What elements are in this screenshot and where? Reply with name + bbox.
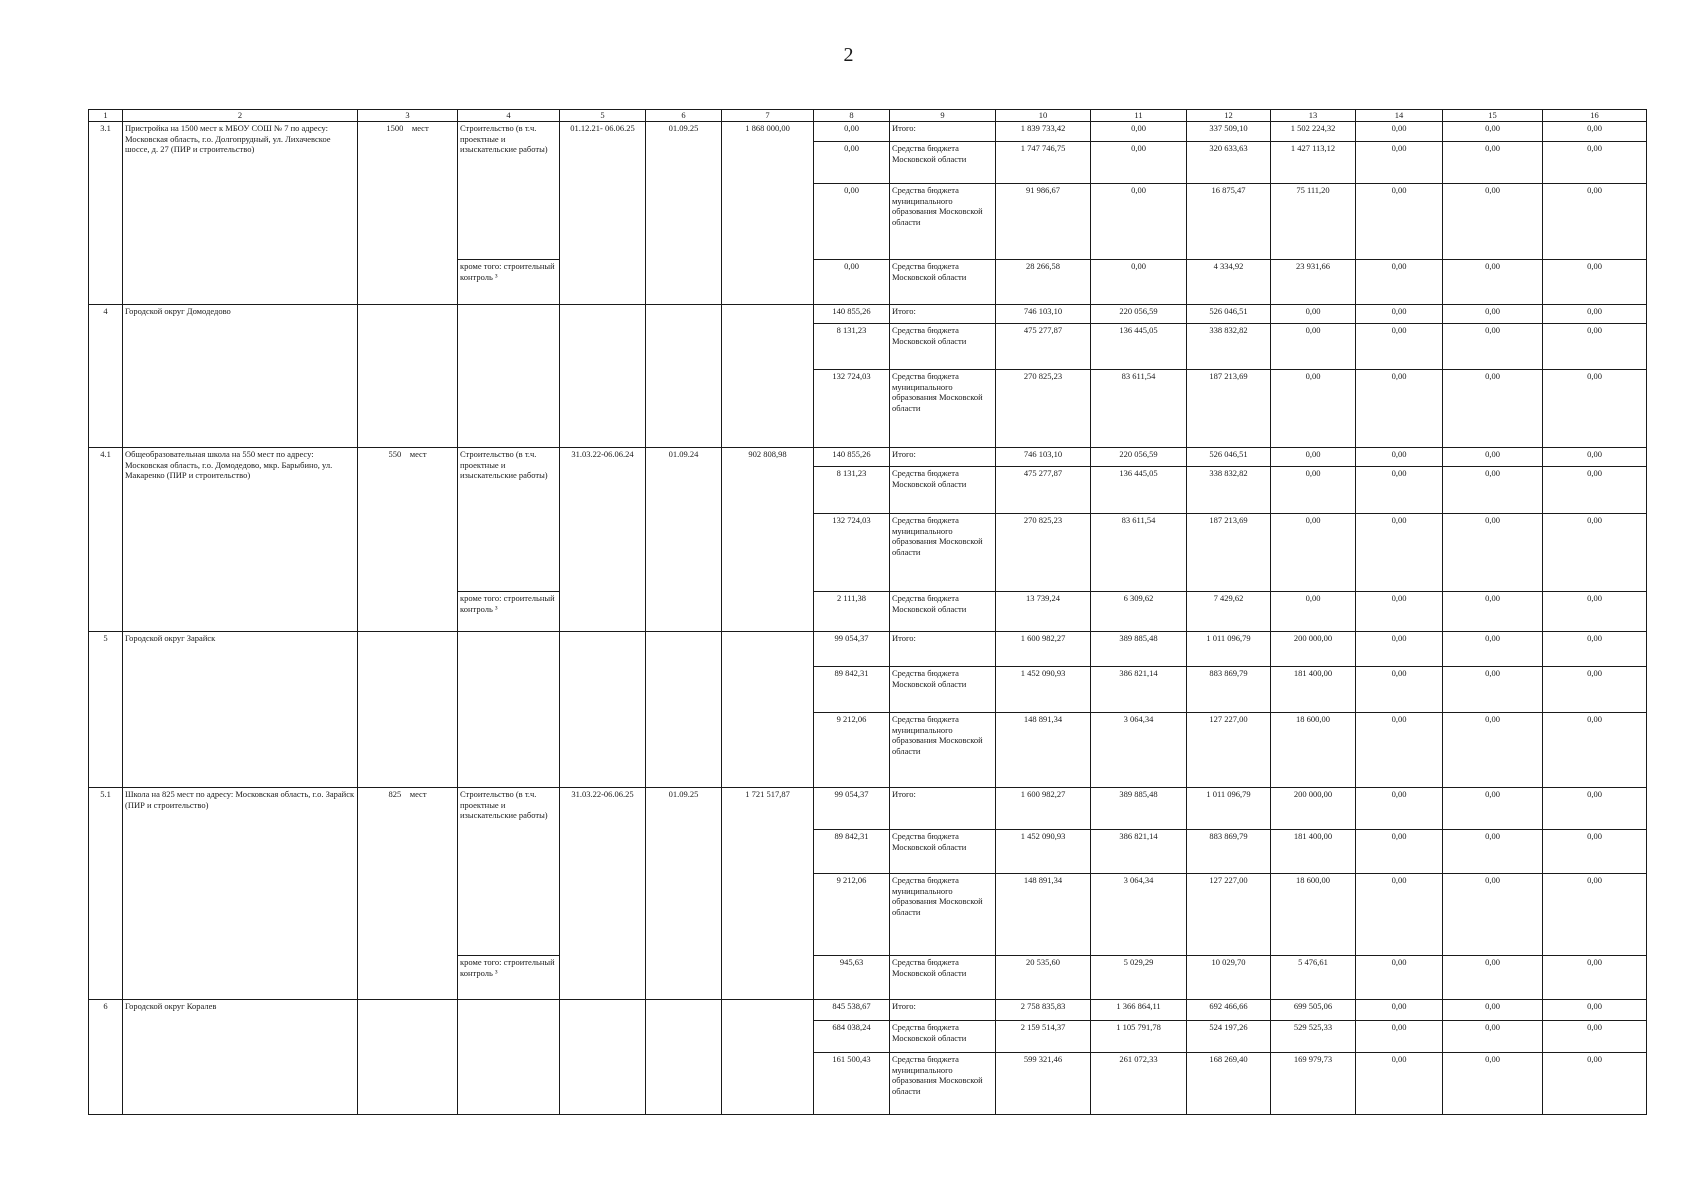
object-name: Школа на 825 мест по адресу: Московская область, г.о. Зарайск (ПИР и строительство) xyxy=(123,788,358,1000)
cell: 200 000,00 xyxy=(1271,632,1356,667)
cell: 0,00 xyxy=(1443,788,1543,830)
cell: 0,00 xyxy=(1091,142,1187,184)
cell: 9 212,06 xyxy=(814,713,890,788)
cell: 0,00 xyxy=(1091,260,1187,305)
cell: 89 842,31 xyxy=(814,667,890,713)
source-label: Итого: xyxy=(890,788,996,830)
cell: 0,00 xyxy=(1443,632,1543,667)
cell: 320 633,63 xyxy=(1187,142,1271,184)
cell: 161 500,43 xyxy=(814,1053,890,1115)
cell: 0,00 xyxy=(814,122,890,142)
source-label: Средства бюджета муниципального образования Московской области xyxy=(890,184,996,260)
cell: 0,00 xyxy=(1443,142,1543,184)
cell: 83 611,54 xyxy=(1091,514,1187,592)
cell: 0,00 xyxy=(1356,184,1443,260)
source-label: Средства бюджета Московской области xyxy=(890,260,996,305)
cell: 0,00 xyxy=(1443,467,1543,514)
table-row xyxy=(89,305,1647,324)
cell: 3 064,34 xyxy=(1091,713,1187,788)
source-label: Итого: xyxy=(890,1000,996,1021)
cell: 181 400,00 xyxy=(1271,667,1356,713)
finish-date xyxy=(646,1000,722,1115)
cell: 5 029,29 xyxy=(1091,956,1187,1000)
work-type xyxy=(458,632,560,788)
cost xyxy=(722,632,814,788)
cell: 127 227,00 xyxy=(1187,713,1271,788)
col-header: 13 xyxy=(1271,110,1356,122)
cell: 1 011 096,79 xyxy=(1187,788,1271,830)
cell: 0,00 xyxy=(1543,1053,1647,1115)
cell: 1 427 113,12 xyxy=(1271,142,1356,184)
cell: 0,00 xyxy=(814,184,890,260)
cost: 1 868 000,00 xyxy=(722,122,814,305)
cell: 0,00 xyxy=(1356,514,1443,592)
cell: 6 309,62 xyxy=(1091,592,1187,632)
period: 01.12.21- 06.06.25 xyxy=(560,122,646,305)
capacity: 825 мест xyxy=(358,788,458,1000)
cell: 0,00 xyxy=(1443,1021,1543,1053)
col-header: 15 xyxy=(1443,110,1543,122)
source-label: Средства бюджета Московской области xyxy=(890,467,996,514)
cell: 1 011 096,79 xyxy=(1187,632,1271,667)
cell: 0,00 xyxy=(1543,467,1647,514)
cell: 0,00 xyxy=(1443,1053,1543,1115)
cell: 0,00 xyxy=(1543,667,1647,713)
cell: 0,00 xyxy=(1356,467,1443,514)
cell: 945,63 xyxy=(814,956,890,1000)
cell: 0,00 xyxy=(1271,448,1356,467)
finish-date: 01.09.25 xyxy=(646,788,722,1000)
row-number: 6 xyxy=(89,1000,123,1115)
object-name: Городской округ Коралев xyxy=(123,1000,358,1115)
cell: 0,00 xyxy=(1543,713,1647,788)
source-label: Средства бюджета Московской области xyxy=(890,324,996,370)
period xyxy=(560,632,646,788)
cell: 1 839 733,42 xyxy=(996,122,1091,142)
source-label: Средства бюджета муниципального образования Московской области xyxy=(890,514,996,592)
cell: 136 445,05 xyxy=(1091,467,1187,514)
cell: 1 747 746,75 xyxy=(996,142,1091,184)
cell: 0,00 xyxy=(1543,142,1647,184)
control-label: кроме того: строительный контроль ³ xyxy=(458,260,560,305)
cell: 0,00 xyxy=(1356,1000,1443,1021)
cell: 0,00 xyxy=(1443,370,1543,448)
col-header: 4 xyxy=(458,110,560,122)
cell: 746 103,10 xyxy=(996,305,1091,324)
cell: 140 855,26 xyxy=(814,305,890,324)
cell: 0,00 xyxy=(1356,667,1443,713)
cell: 148 891,34 xyxy=(996,713,1091,788)
cell: 0,00 xyxy=(1356,448,1443,467)
source-label: Средства бюджета Московской области xyxy=(890,830,996,874)
cell: 89 842,31 xyxy=(814,830,890,874)
col-header: 12 xyxy=(1187,110,1271,122)
cell: 475 277,87 xyxy=(996,467,1091,514)
cell: 148 891,34 xyxy=(996,874,1091,956)
cell: 1 600 982,27 xyxy=(996,788,1091,830)
period: 31.03.22-06.06.24 xyxy=(560,448,646,632)
source-label: Итого: xyxy=(890,305,996,324)
col-header: 16 xyxy=(1543,110,1647,122)
cost: 902 808,98 xyxy=(722,448,814,632)
work-type: Строительство (в т.ч. проектные и изыскательские работы) xyxy=(458,448,560,592)
cell: 0,00 xyxy=(1443,830,1543,874)
source-label: Средства бюджета Московской области xyxy=(890,1021,996,1053)
cell: 699 505,06 xyxy=(1271,1000,1356,1021)
col-header: 8 xyxy=(814,110,890,122)
cell: 5 476,61 xyxy=(1271,956,1356,1000)
cell: 83 611,54 xyxy=(1091,370,1187,448)
control-label: кроме того: строительный контроль ³ xyxy=(458,956,560,1000)
cell: 20 535,60 xyxy=(996,956,1091,1000)
capacity xyxy=(358,305,458,448)
cell: 0,00 xyxy=(1356,874,1443,956)
table-row xyxy=(89,122,1647,142)
cell: 0,00 xyxy=(1356,370,1443,448)
cell: 0,00 xyxy=(1543,830,1647,874)
cell: 2 758 835,83 xyxy=(996,1000,1091,1021)
object-name: Городской округ Домодедово xyxy=(123,305,358,448)
cell: 0,00 xyxy=(1543,632,1647,667)
cell: 4 334,92 xyxy=(1187,260,1271,305)
capacity: 1500 мест xyxy=(358,122,458,305)
cell: 0,00 xyxy=(814,260,890,305)
cell: 8 131,23 xyxy=(814,324,890,370)
cell: 127 227,00 xyxy=(1187,874,1271,956)
cell: 18 600,00 xyxy=(1271,713,1356,788)
cell: 0,00 xyxy=(1443,448,1543,467)
cell: 0,00 xyxy=(1443,514,1543,592)
finish-date xyxy=(646,632,722,788)
cell: 386 821,14 xyxy=(1091,830,1187,874)
cell: 28 266,58 xyxy=(996,260,1091,305)
cell: 0,00 xyxy=(1356,830,1443,874)
cell: 0,00 xyxy=(1543,514,1647,592)
cell: 0,00 xyxy=(1271,514,1356,592)
cell: 0,00 xyxy=(1443,305,1543,324)
cell: 0,00 xyxy=(1443,874,1543,956)
cell: 0,00 xyxy=(1356,592,1443,632)
cell: 0,00 xyxy=(1356,324,1443,370)
cell: 0,00 xyxy=(1356,956,1443,1000)
cost: 1 721 517,87 xyxy=(722,788,814,1000)
cell: 0,00 xyxy=(1356,1021,1443,1053)
cell: 0,00 xyxy=(1543,324,1647,370)
cell: 0,00 xyxy=(1543,956,1647,1000)
col-header: 6 xyxy=(646,110,722,122)
cell: 0,00 xyxy=(1543,448,1647,467)
cell: 140 855,26 xyxy=(814,448,890,467)
table-row xyxy=(89,788,1647,830)
cell: 99 054,37 xyxy=(814,788,890,830)
cell: 0,00 xyxy=(1271,467,1356,514)
col-header: 3 xyxy=(358,110,458,122)
source-label: Средства бюджета муниципального образования Московской области xyxy=(890,370,996,448)
work-type: Строительство (в т.ч. проектные и изыскательские работы) xyxy=(458,122,560,260)
cell: 0,00 xyxy=(1543,592,1647,632)
col-header: 9 xyxy=(890,110,996,122)
capacity: 550 мест xyxy=(358,448,458,632)
cell: 0,00 xyxy=(1543,1000,1647,1021)
cell: 168 269,40 xyxy=(1187,1053,1271,1115)
table-row xyxy=(89,632,1647,667)
cell: 0,00 xyxy=(1356,788,1443,830)
col-header: 7 xyxy=(722,110,814,122)
col-header: 5 xyxy=(560,110,646,122)
finish-date xyxy=(646,305,722,448)
cell: 338 832,82 xyxy=(1187,324,1271,370)
cell: 524 197,26 xyxy=(1187,1021,1271,1053)
cell: 1 105 791,78 xyxy=(1091,1021,1187,1053)
row-number: 5 xyxy=(89,632,123,788)
cell: 0,00 xyxy=(1443,260,1543,305)
work-type xyxy=(458,305,560,448)
cell: 883 869,79 xyxy=(1187,667,1271,713)
cell: 200 000,00 xyxy=(1271,788,1356,830)
cost xyxy=(722,305,814,448)
cell: 91 986,67 xyxy=(996,184,1091,260)
cell: 684 038,24 xyxy=(814,1021,890,1053)
cell: 1 600 982,27 xyxy=(996,632,1091,667)
cell: 270 825,23 xyxy=(996,370,1091,448)
cell: 132 724,03 xyxy=(814,370,890,448)
cell: 386 821,14 xyxy=(1091,667,1187,713)
cell: 0,00 xyxy=(1443,324,1543,370)
cell: 337 509,10 xyxy=(1187,122,1271,142)
cell: 10 029,70 xyxy=(1187,956,1271,1000)
cell: 187 213,69 xyxy=(1187,514,1271,592)
cell: 746 103,10 xyxy=(996,448,1091,467)
object-name: Общеобразовательная школа на 550 мест по адресу: Московская область, г.о. Домодедово, мкр. Барыбино, ул. Макаренко (ПИР и строительство) xyxy=(123,448,358,632)
work-type xyxy=(458,1000,560,1115)
cell: 270 825,23 xyxy=(996,514,1091,592)
cell: 389 885,48 xyxy=(1091,788,1187,830)
row-number: 5.1 xyxy=(89,788,123,1000)
cell: 220 056,59 xyxy=(1091,305,1187,324)
cell: 2 159 514,37 xyxy=(996,1021,1091,1053)
cell: 1 452 090,93 xyxy=(996,830,1091,874)
cell: 0,00 xyxy=(1356,305,1443,324)
cell: 132 724,03 xyxy=(814,514,890,592)
period: 31.03.22-06.06.25 xyxy=(560,788,646,1000)
capacity xyxy=(358,1000,458,1115)
cell: 0,00 xyxy=(1356,713,1443,788)
cell: 0,00 xyxy=(1091,184,1187,260)
col-header: 10 xyxy=(996,110,1091,122)
object-name: Городской округ Зарайск xyxy=(123,632,358,788)
cell: 0,00 xyxy=(1543,305,1647,324)
cell: 475 277,87 xyxy=(996,324,1091,370)
source-label: Итого: xyxy=(890,448,996,467)
source-label: Средства бюджета Московской области xyxy=(890,667,996,713)
cell: 0,00 xyxy=(1443,592,1543,632)
cell: 1 366 864,11 xyxy=(1091,1000,1187,1021)
cell: 181 400,00 xyxy=(1271,830,1356,874)
cell: 0,00 xyxy=(1271,370,1356,448)
cell: 3 064,34 xyxy=(1091,874,1187,956)
cell: 0,00 xyxy=(1443,1000,1543,1021)
row-number: 3.1 xyxy=(89,122,123,305)
source-label: Средства бюджета Московской области xyxy=(890,956,996,1000)
cell: 0,00 xyxy=(1443,122,1543,142)
cell: 338 832,82 xyxy=(1187,467,1271,514)
cell: 1 502 224,32 xyxy=(1271,122,1356,142)
cell: 18 600,00 xyxy=(1271,874,1356,956)
work-type: Строительство (в т.ч. проектные и изыскательские работы) xyxy=(458,788,560,956)
cell: 0,00 xyxy=(1356,632,1443,667)
cell: 845 538,67 xyxy=(814,1000,890,1021)
table-row xyxy=(89,1000,1647,1021)
cell: 169 979,73 xyxy=(1271,1053,1356,1115)
cell: 16 875,47 xyxy=(1187,184,1271,260)
col-header: 2 xyxy=(123,110,358,122)
cell: 75 111,20 xyxy=(1271,184,1356,260)
cell: 0,00 xyxy=(1443,184,1543,260)
source-label: Средства бюджета муниципального образования Московской области xyxy=(890,874,996,956)
cell: 0,00 xyxy=(1271,592,1356,632)
cell: 0,00 xyxy=(1271,305,1356,324)
cell: 692 466,66 xyxy=(1187,1000,1271,1021)
header-row xyxy=(89,110,1647,122)
cell: 0,00 xyxy=(1543,874,1647,956)
cell: 220 056,59 xyxy=(1091,448,1187,467)
cell: 0,00 xyxy=(1543,370,1647,448)
cell: 0,00 xyxy=(1443,713,1543,788)
cell: 0,00 xyxy=(1543,122,1647,142)
cell: 136 445,05 xyxy=(1091,324,1187,370)
cell: 0,00 xyxy=(1443,667,1543,713)
cell: 0,00 xyxy=(1543,260,1647,305)
cell: 526 046,51 xyxy=(1187,448,1271,467)
cell: 0,00 xyxy=(1543,184,1647,260)
finish-date: 01.09.24 xyxy=(646,448,722,632)
cell: 7 429,62 xyxy=(1187,592,1271,632)
cell: 883 869,79 xyxy=(1187,830,1271,874)
cell: 1 452 090,93 xyxy=(996,667,1091,713)
period xyxy=(560,1000,646,1115)
cell: 0,00 xyxy=(1543,788,1647,830)
page-number: 2 xyxy=(843,44,854,66)
cell: 261 072,33 xyxy=(1091,1053,1187,1115)
source-label: Средства бюджета Московской области xyxy=(890,142,996,184)
source-label: Средства бюджета Московской области xyxy=(890,592,996,632)
cell: 599 321,46 xyxy=(996,1053,1091,1115)
cell: 99 054,37 xyxy=(814,632,890,667)
col-header: 11 xyxy=(1091,110,1187,122)
cell: 0,00 xyxy=(1356,122,1443,142)
row-number: 4.1 xyxy=(89,448,123,632)
period xyxy=(560,305,646,448)
cell: 0,00 xyxy=(1356,260,1443,305)
cell: 23 931,66 xyxy=(1271,260,1356,305)
source-label: Средства бюджета муниципального образования Московской области xyxy=(890,1053,996,1115)
table-row xyxy=(89,448,1647,467)
cell: 187 213,69 xyxy=(1187,370,1271,448)
cell: 0,00 xyxy=(1091,122,1187,142)
cell: 9 212,06 xyxy=(814,874,890,956)
cost xyxy=(722,1000,814,1115)
cell: 0,00 xyxy=(814,142,890,184)
cell: 0,00 xyxy=(1271,324,1356,370)
source-label: Итого: xyxy=(890,122,996,142)
col-header: 14 xyxy=(1356,110,1443,122)
cell: 8 131,23 xyxy=(814,467,890,514)
cell: 526 046,51 xyxy=(1187,305,1271,324)
finish-date: 01.09.25 xyxy=(646,122,722,305)
cell: 13 739,24 xyxy=(996,592,1091,632)
row-number: 4 xyxy=(89,305,123,448)
cell: 389 885,48 xyxy=(1091,632,1187,667)
cell: 529 525,33 xyxy=(1271,1021,1356,1053)
capacity xyxy=(358,632,458,788)
cell: 0,00 xyxy=(1356,142,1443,184)
source-label: Итого: xyxy=(890,632,996,667)
source-label: Средства бюджета муниципального образования Московской области xyxy=(890,713,996,788)
financing-table xyxy=(88,109,1647,1115)
cell: 0,00 xyxy=(1543,1021,1647,1053)
control-label: кроме того: строительный контроль ³ xyxy=(458,592,560,632)
col-header: 1 xyxy=(89,110,123,122)
cell: 0,00 xyxy=(1443,956,1543,1000)
object-name: Пристройка на 1500 мест к МБОУ СОШ № 7 по адресу: Московская область, г.о. Долгопрудный, ул. Лихачевское шоссе, д. 27 (ПИР и строительство) xyxy=(123,122,358,305)
cell: 0,00 xyxy=(1356,1053,1443,1115)
cell: 2 111,38 xyxy=(814,592,890,632)
